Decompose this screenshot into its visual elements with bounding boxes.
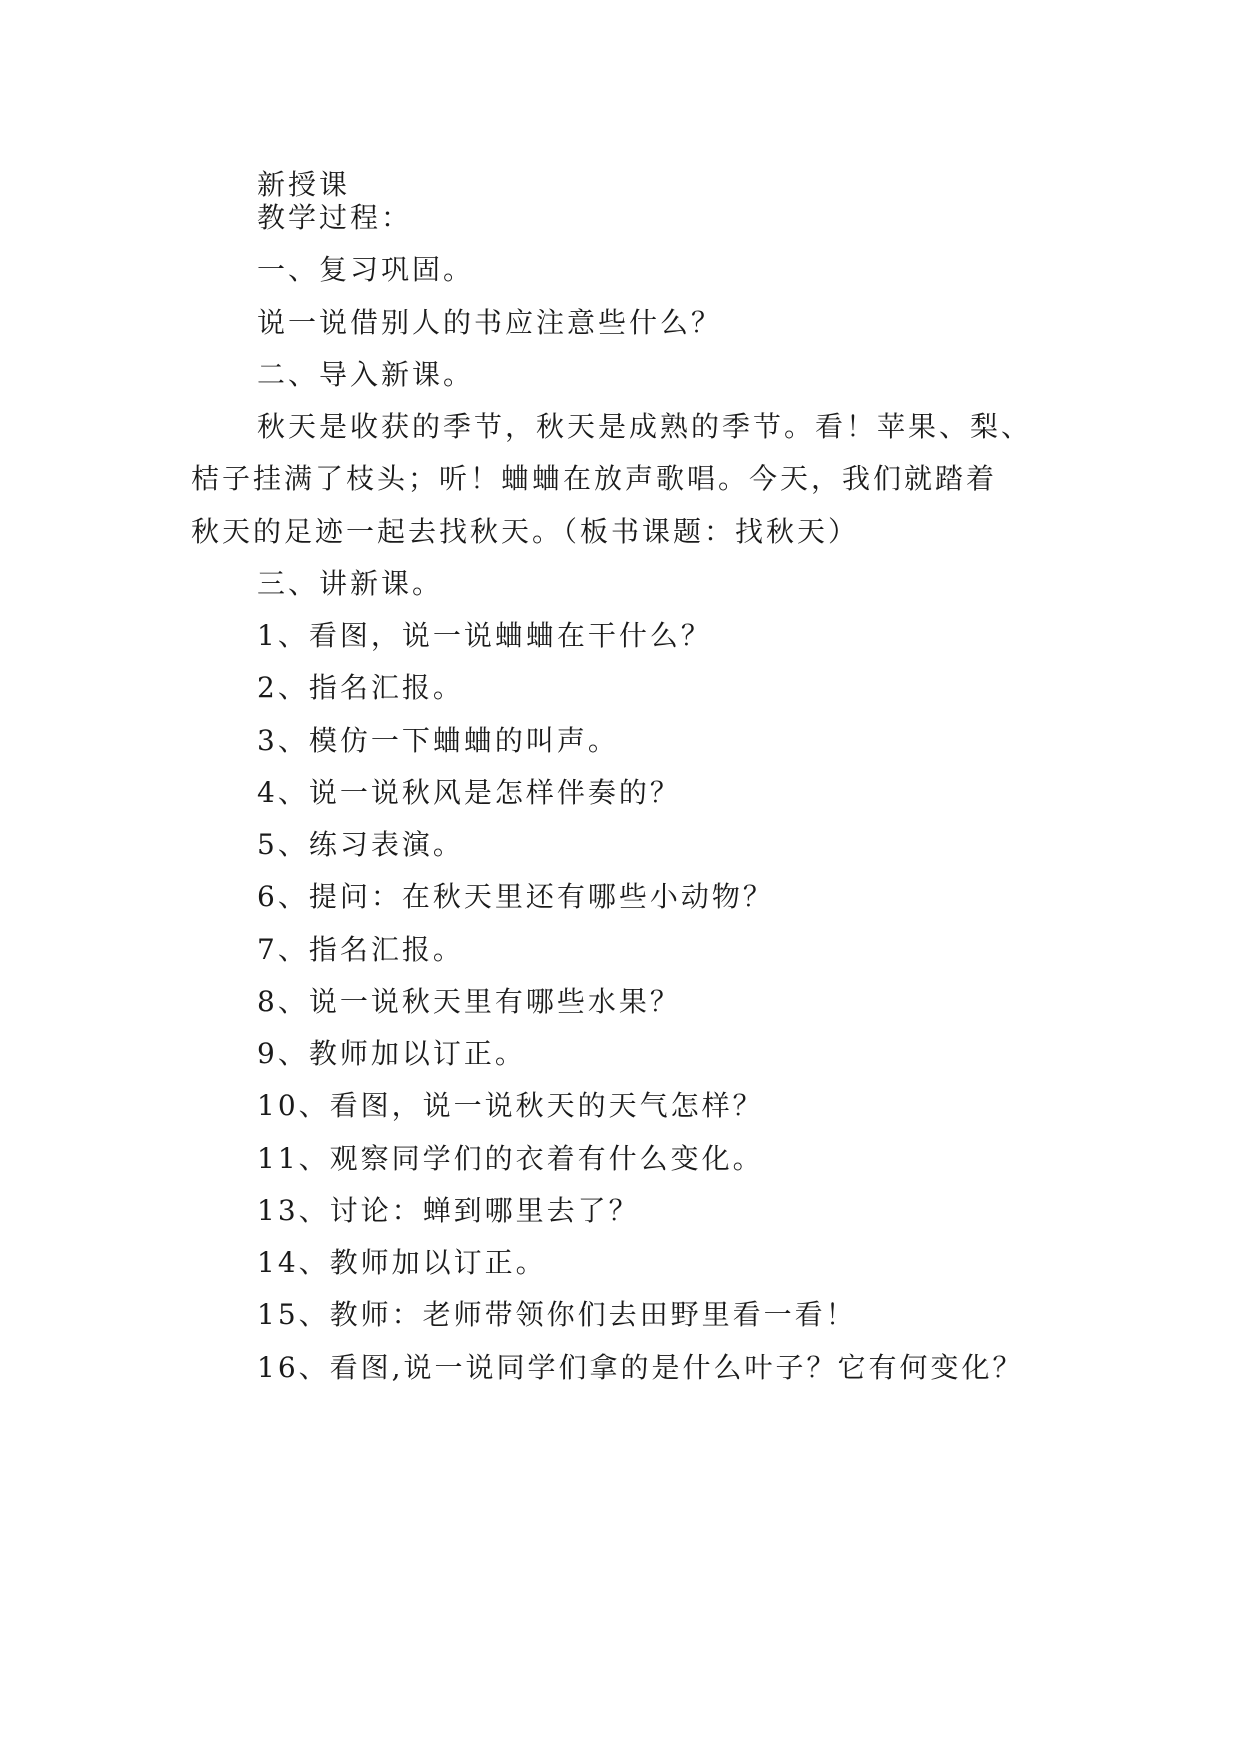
list-item: 2、指名汇报。: [257, 671, 464, 704]
list-item: 7、指名汇报。: [257, 933, 464, 966]
list-item: 11、观察同学们的衣着有什么变化。: [257, 1142, 764, 1175]
lesson-type-heading: 新授课: [257, 168, 351, 201]
list-item: 6、提问：在秋天里还有哪些小动物？: [257, 880, 774, 913]
section-three-heading: 三、讲新课。: [257, 567, 444, 600]
list-item: 13、讨论：蝉到哪里去了？: [257, 1194, 640, 1227]
intro-paragraph-line-2: 桔子挂满了枝头；听！蛐蛐在放声歌唱。今天，我们就踏着: [191, 462, 998, 495]
list-item: 5、练习表演。: [257, 828, 464, 861]
list-item: 3、模仿一下蛐蛐的叫声。: [257, 724, 619, 757]
list-item: 9、教师加以订正。: [257, 1037, 526, 1070]
list-item: 16、看图,说一说同学们拿的是什么叶子？它有何变化？: [257, 1351, 1024, 1384]
list-item: 15、教师：老师带领你们去田野里看一看！: [257, 1298, 857, 1331]
list-item: 1、看图，说一说蛐蛐在干什么？: [257, 619, 712, 652]
review-question: 说一说借别人的书应注意些什么？: [257, 306, 723, 339]
intro-paragraph-line-1: 秋天是收获的季节，秋天是成熟的季节。看！苹果、梨、: [257, 410, 1033, 443]
teaching-process-heading: 教学过程：: [257, 201, 413, 234]
list-item: 8、说一说秋天里有哪些水果？: [257, 985, 681, 1018]
list-item: 10、看图，说一说秋天的天气怎样？: [257, 1089, 764, 1122]
list-item: 14、教师加以订正。: [257, 1246, 547, 1279]
list-item: 4、说一说秋风是怎样伴奏的？: [257, 776, 681, 809]
section-two-heading: 二、导入新课。: [257, 358, 475, 391]
section-one-heading: 一、复习巩固。: [257, 253, 475, 286]
intro-paragraph-line-3: 秋天的足迹一起去找秋天。（板书课题：找秋天）: [191, 515, 860, 548]
